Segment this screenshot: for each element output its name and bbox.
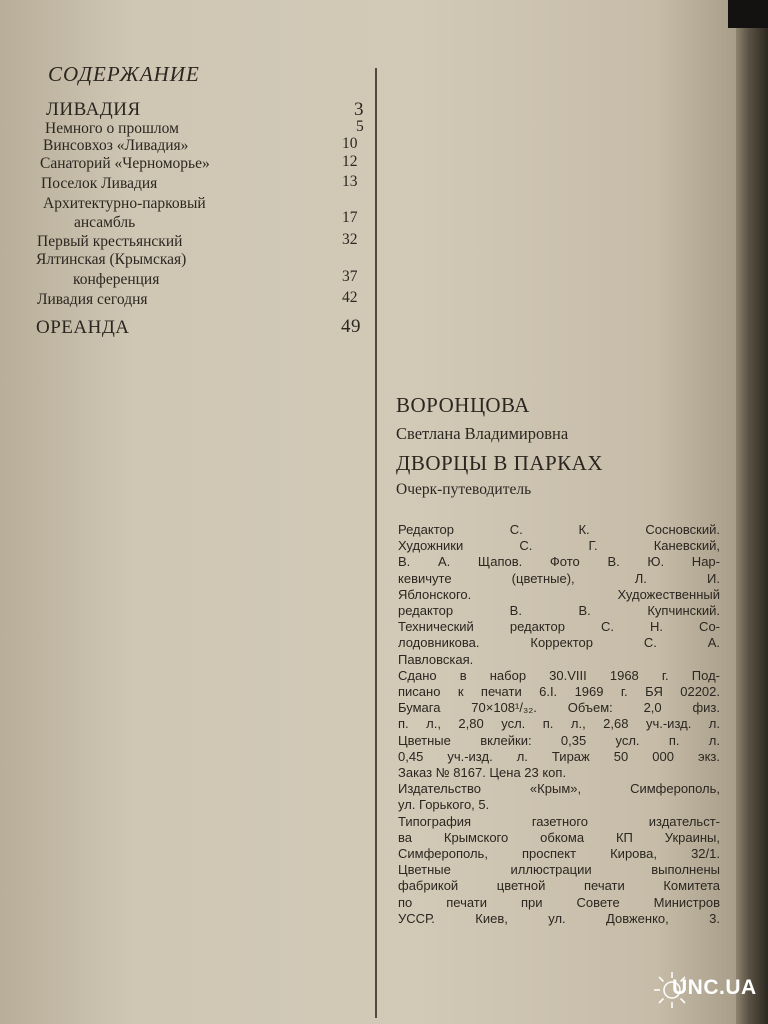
colophon-line: Симферополь, проспект Кирова, 32/1. <box>398 846 720 862</box>
toc-section-label: ЛИВАДИЯ <box>46 99 141 120</box>
colophon-line: Павловская. <box>398 651 474 667</box>
colophon-line: 0,45 уч.-изд. л. Тираж 50 000 экз. <box>398 748 720 764</box>
toc-section-page: 49 <box>341 316 361 337</box>
colophon-line: Художники С. Г. Каневский, <box>398 538 720 554</box>
toc-entry-page: 32 <box>342 231 358 248</box>
colophon-line: Заказ № 8167. Цена 23 коп. <box>398 765 567 781</box>
toc-entry-page: 10 <box>342 135 358 152</box>
toc-section-label: ОРЕАНДА <box>36 317 130 338</box>
toc-section-livadia <box>46 99 141 121</box>
toc-section-page: 3 <box>354 99 364 120</box>
colophon-line: писано к печати 6.I. 1969 г. БЯ 02202. <box>398 684 720 700</box>
toc-entry: Поселок Ливадия <box>41 175 158 192</box>
colophon-line: кевичуте (цветные), Л. И. <box>398 570 720 586</box>
toc-entry-page: 5 <box>356 118 364 135</box>
toc-entry: Архитектурно-парковый <box>43 195 206 212</box>
colophon-line: Сдано в набор 30.VIII 1968 г. Под- <box>398 667 720 683</box>
book-spine-shadow <box>736 0 768 1024</box>
colophon-line: Издательство «Крым», Симферополь, <box>398 781 720 797</box>
colophon-line: Технический редактор С. Н. Со- <box>398 619 720 635</box>
colophon-line: ул. Горького, 5. <box>398 797 490 813</box>
column-divider <box>375 68 377 1018</box>
toc-entry: Ливадия сегодня <box>37 291 148 308</box>
book-subtitle: Очерк-путеводитель <box>396 481 532 498</box>
colophon-line: Бумага 70×108¹/₃₂. Объем: 2,0 физ. <box>398 700 720 716</box>
toc-entry-page: 13 <box>342 173 358 190</box>
toc-title: СОДЕРЖАНИЕ <box>48 62 200 86</box>
toc-entry-page: 17 <box>342 209 358 226</box>
author-name: Светлана Владимировна <box>396 424 569 443</box>
author-surname: ВОРОНЦОВА <box>396 393 530 417</box>
colophon-line: редактор В. В. Купчинский. <box>398 603 720 619</box>
colophon-line: Цветные вклейки: 0,35 усл. п. л. <box>398 732 720 748</box>
toc-entry: Первый крестьянский <box>37 233 183 250</box>
colophon-line: п. л., 2,80 усл. п. л., 2,68 уч.-изд. л. <box>398 716 720 732</box>
toc-entry-page: 42 <box>342 289 358 306</box>
toc-entry: Немного о прошлом <box>45 120 179 137</box>
colophon-line: УССР. Киев, ул. Довженко, 3. <box>398 910 720 926</box>
colophon-line: фабрикой цветной печати Комитета <box>398 878 720 894</box>
colophon-line: В. А. Щапов. Фото В. Ю. Нар- <box>398 554 720 570</box>
colophon-line: Цветные иллюстрации выполнены <box>398 862 720 878</box>
dark-corner <box>728 0 768 28</box>
colophon-line: по печати при Совете Министров <box>398 894 720 910</box>
toc-entry-page: 12 <box>342 153 358 170</box>
book-title: ДВОРЦЫ В ПАРКАХ <box>396 451 604 475</box>
toc-entry: Винсовхоз «Ливадия» <box>43 137 189 154</box>
toc-entry-page: 37 <box>342 268 358 285</box>
colophon-line: лодовникова. Корректор С. А. <box>398 635 720 651</box>
toc-section-oreanda <box>36 317 130 339</box>
colophon-line: Яблонского. Художественный <box>398 586 720 602</box>
toc-entry: ансамбль <box>74 214 136 231</box>
colophon <box>398 522 720 927</box>
toc-entry: конференция <box>73 271 160 288</box>
toc-entry: Санаторий «Черноморье» <box>40 155 210 172</box>
watermark-text: UNC.UA <box>672 976 757 999</box>
colophon-line: Редактор С. К. Сосновский. <box>398 522 720 537</box>
colophon-line: ва Крымского обкома КП Украины, <box>398 829 720 845</box>
colophon-line: Типография газетного издательст- <box>398 813 720 829</box>
toc-entry: Ялтинская (Крымская) <box>36 251 187 268</box>
